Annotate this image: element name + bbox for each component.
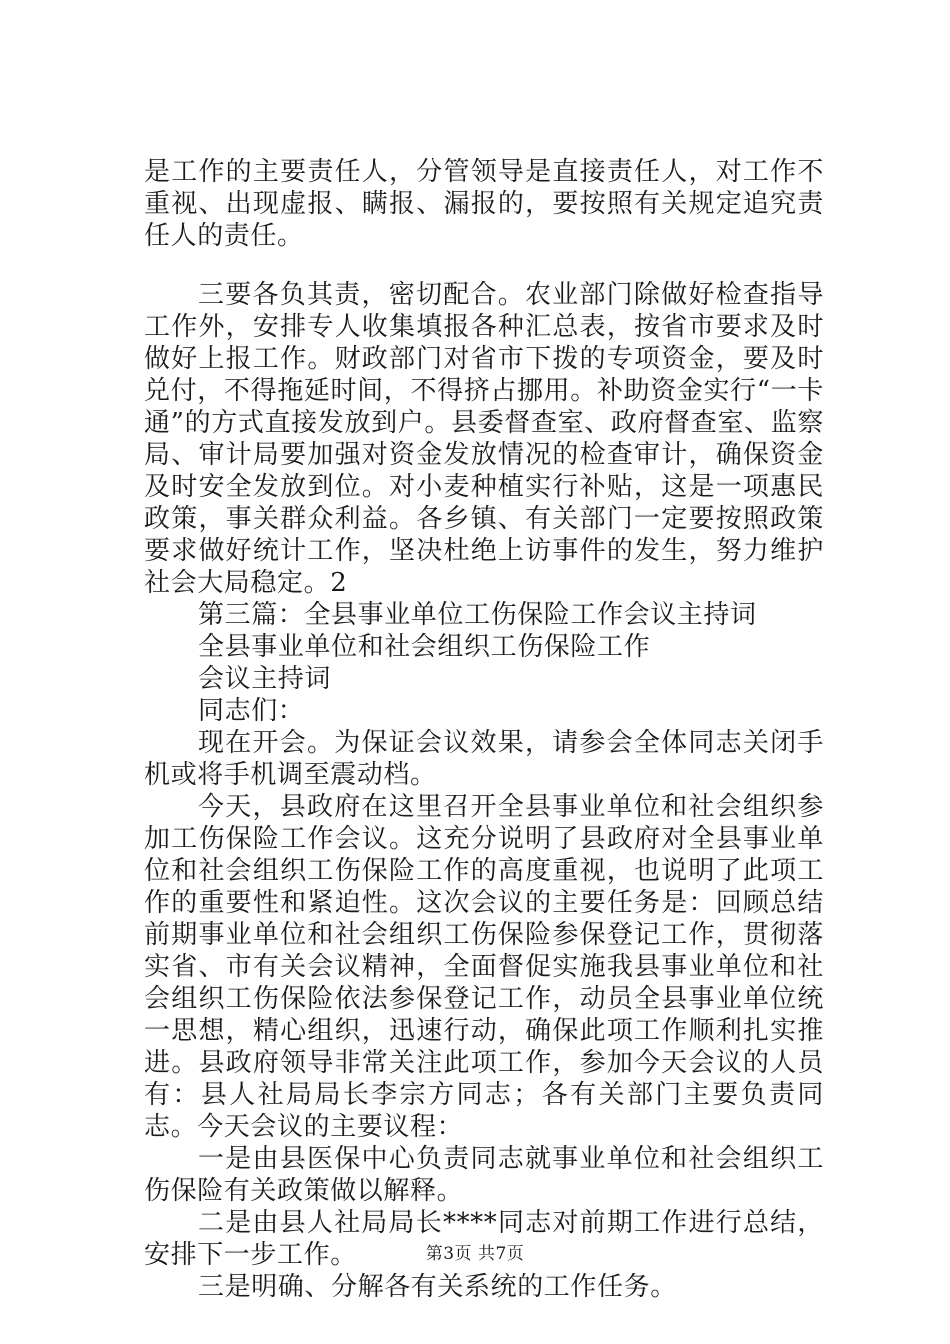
agenda-item-2: 二是由县人社局局长****同志对前期工作进行总结，安排下一步工作。 — [144, 1208, 824, 1270]
agenda-item-1: 一是由县医保中心负责同志就事业单位和社会组织工伤保险有关政策做以解释。 — [144, 1144, 824, 1206]
section-title: 第三篇：全县事业单位工伤保险工作会议主持词 — [198, 600, 757, 630]
document-body — [144, 156, 824, 1303]
subtitle-line-1: 全县事业单位和社会组织工伤保险工作 — [198, 632, 651, 662]
paragraph-gap — [144, 252, 824, 279]
agenda-item-3: 三是明确、分解各有关系统的工作任务。 — [198, 1272, 677, 1302]
page-number-footer: 第3页 共7页 — [425, 1244, 525, 1264]
salutation: 同志们： — [198, 696, 305, 726]
paragraph-responsibility: 是工作的主要责任人，分管领导是直接责任人，对工作不重视、出现虚报、瞒报、漏报的，要按照有关规定追究责任人的责任。 — [144, 157, 824, 251]
paragraph-opening: 现在开会。为保证会议效果，请参会全体同志关闭手机或将手机调至震动档。 — [144, 728, 824, 790]
paragraph-meeting-purpose: 今天，县政府在这里召开全县事业单位和社会组织参加工伤保险工作会议。这充分说明了县政府对全县事业单位和社会组织工伤保险工作的高度重视，也说明了此项工作的重要性和紧迫性。这次会议的主要任务是：回顾总结前期事业单位和社会组织工伤保险参保登记工作，贯彻落实省、市有关会议精神，全面督促实施我县事业单位和社会组织工伤保险依法参保登记工作，动员全县事业单位统一思想，精心组织，迅速行动，确保此项工作顺利扎实推进。县政府领导非常关注此项工作，参加今天会议的人员有：县人社局局长李宗方同志；各有关部门主要负责同志。今天会议的主要议程： — [144, 792, 824, 1142]
subtitle-line-2: 会议主持词 — [198, 664, 332, 694]
paragraph-cooperation: 三要各负其责，密切配合。农业部门除做好检查指导工作外，安排专人收集填报各种汇总表，按省市要求及时做好上报工作。财政部门对省市下拨的专项资金，要及时兑付，不得拖延时间，不得挤占挪用。补助资金实行“一卡通”的方式直接发放到户。县委督查室、政府督查室、监察局、审计局要加强对资金发放情况的检查审计，确保资金及时安全发放到位。对小麦种植实行补贴，这是一项惠民政策，事关群众利益。各乡镇、有关部门一定要按照政策要求做好统计工作，坚决杜绝上访事件的发生，努力维护社会大局稳定。2 — [144, 280, 824, 598]
